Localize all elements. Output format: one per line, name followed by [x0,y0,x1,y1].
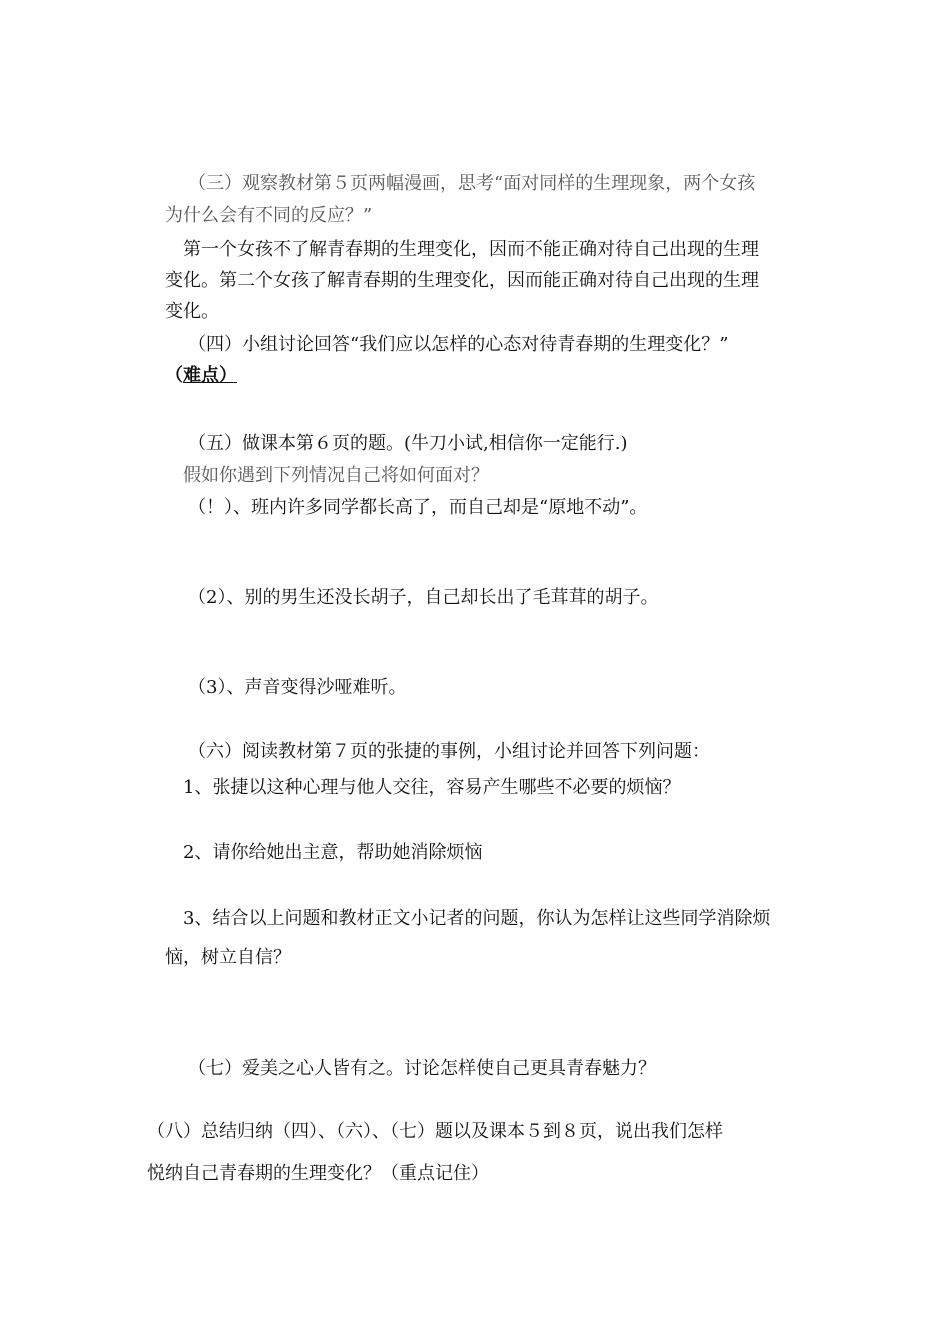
section-3-answer-line-1: 第一个女孩不了解青春期的生理变化，因而不能正确对待自己出现的生理 [183,239,759,260]
section-6-question-1: 1、张捷以这种心理与他人交往，容易产生哪些不必要的烦恼？ [183,777,681,798]
section-5-item-2: （2）、别的男生还没长胡子，自己却长出了毛茸茸的胡子。 [188,587,659,608]
section-5-item-3: （3）、声音变得沙哑难听。 [188,677,407,698]
section-6-question-3-line-1: 3、结合以上问题和教材正文小记者的问题，你认为怎样让这些同学消除烦 [183,908,771,929]
section-4-difficulty-tag [165,364,237,388]
section-8-line-2: 悦纳自己青春期的生理变化？（重点记住） [147,1163,489,1184]
section-3-answer-line-2: 变化。第二个女孩了解青春期的生理变化，因而能正确对待自己出现的生理 [165,270,759,291]
section-3-answer-line-3: 变化。 [165,301,219,322]
section-7-line-1: （七）爱美之心人皆有之。讨论怎样使自己更具青春魅力？ [188,1058,656,1079]
section-5-item-1: （！）、班内许多同学都长高了，而自己却是“原地不动”。 [188,497,648,518]
section-8-line-1: （八）总结归纳（四）、（六）、（七）题以及课本５到８页，说出我们怎样 [147,1121,723,1142]
section-6-question-2: 2、请你给她出主意，帮助她消除烦恼 [183,842,483,863]
section-3-line-2: 为什么会有不同的反应？” [165,205,373,226]
section-6-question-3-line-2: 恼，树立自信？ [165,947,291,968]
section-4-line-1: （四）小组讨论回答“我们应以怎样的心态对待青春期的生理变化？” [188,334,729,355]
section-5-line-1: （五）做课本第６页的题。(牛刀小试,相信你一定能行.) [188,433,628,454]
difficulty-tag-text: 难点） [183,365,237,386]
section-6-line-1: （六）阅读教材第７页的张捷的事例，小组讨论并回答下列问题： [188,741,710,762]
difficulty-tag-open: （ [165,365,183,386]
section-3-line-1: （三）观察教材第５页两幅漫画，思考“面对同样的生理现象，两个女孩 [188,173,756,194]
section-5-line-2: 假如你遇到下列情况自己将如何面对？ [183,465,489,486]
